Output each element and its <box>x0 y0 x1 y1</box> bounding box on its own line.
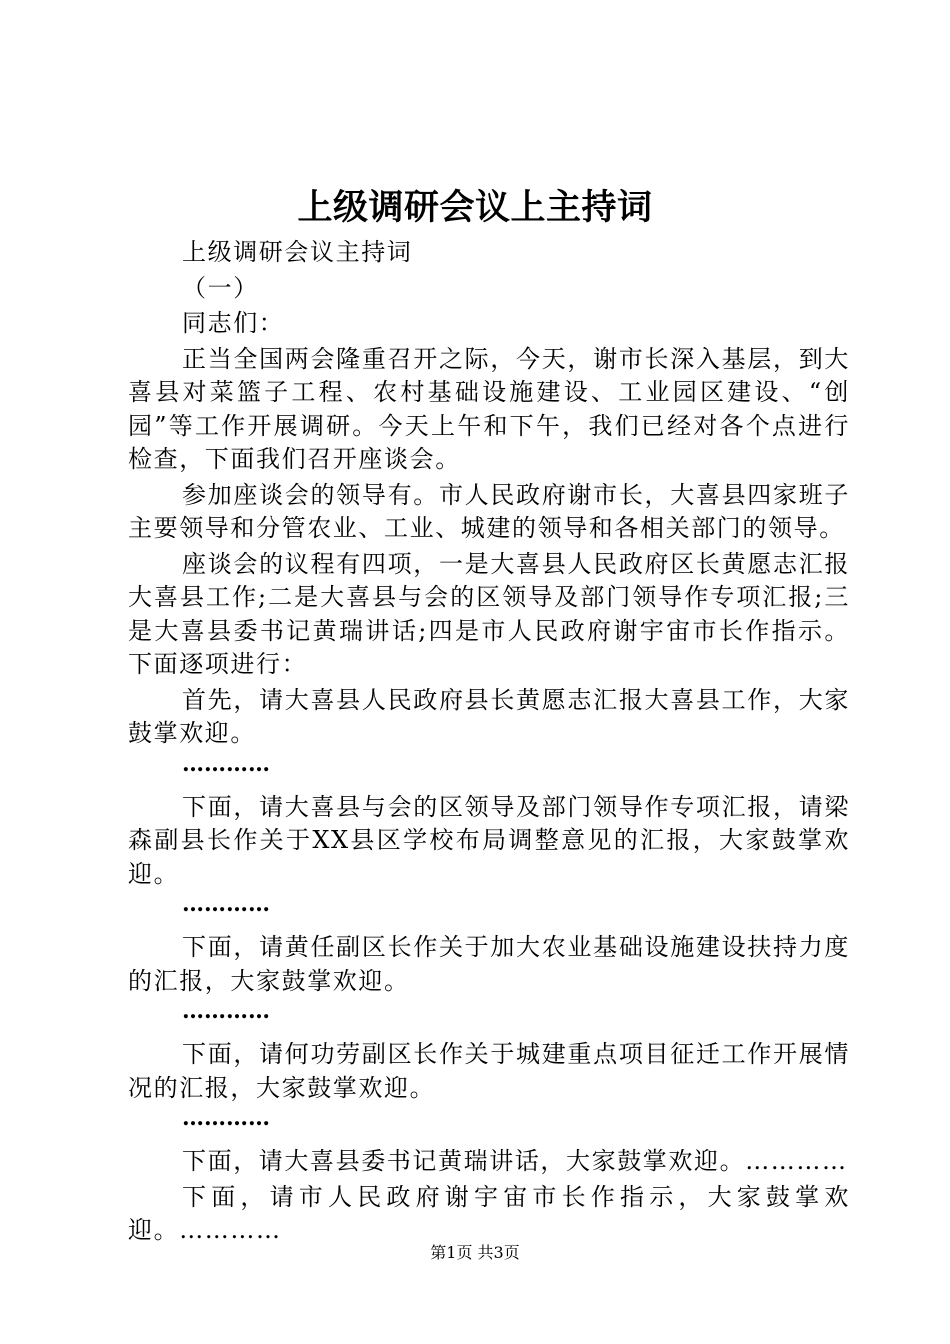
paragraph-agenda: 座谈会的议程有四项，一是大喜县人民政府区长黄愿志汇报大喜县工作;二是大喜县与会的区领导及部门领导作专项汇报;三是大喜县委书记黄瑞讲话;四是市人民政府谢宇宙市长作指示。下面逐项进行： <box>128 549 850 678</box>
paragraph-attendees: 参加座谈会的领导有。市人民政府谢市长，大喜县四家班子主要领导和分管农业、工业、城建的领导和各相关部门的领导。 <box>128 480 850 542</box>
paragraph-second-item: 下面，请大喜县与会的区领导及部门领导作专项汇报，请梁森副县长作关于XX县区学校布局调整意见的汇报，大家鼓掌欢迎。 <box>128 792 850 888</box>
paragraph-subtitle: 上级调研会议主持词 <box>182 238 413 266</box>
document-body <box>128 236 850 1250</box>
paragraph-sixth-item: 下面，请市人民政府谢宇宙市长作指示，大家鼓掌欢迎。………… <box>128 1182 850 1244</box>
paragraph-section-number: （一） <box>182 273 259 302</box>
ellipsis-separator: ………… <box>182 998 270 1024</box>
paragraph-fourth-item: 下面，请何功劳副区长作关于城建重点项目征迁工作开展情况的汇报，大家鼓掌欢迎。 <box>128 1040 850 1102</box>
paragraph-salutation: 同志们： <box>182 309 285 337</box>
page-number-footer: 第1页 共3页 <box>430 1243 520 1262</box>
paragraph-opening: 正当全国两会隆重召开之际，今天，谢市长深入基层，到大喜县对菜篮子工程、农村基础设施建设、工业园区建设、“创园”等工作开展调研。今天上午和下午，我们已经对各个点进行检查，下面我们召开座谈会。 <box>128 344 850 473</box>
paragraph-fifth-item: 下面，请大喜县委书记黄瑞讲话，大家鼓掌欢迎。………… <box>182 1147 848 1175</box>
ellipsis-separator: ………… <box>182 750 270 777</box>
paragraph-first-item: 首先，请大喜县人民政府县长黄愿志汇报大喜县工作，大家鼓掌欢迎。 <box>128 685 850 747</box>
ellipsis-separator: ………… <box>182 1105 270 1131</box>
ellipsis-separator: ………… <box>182 891 270 917</box>
paragraph-third-item: 下面，请黄任副区长作关于加大农业基础设施建设扶持力度的汇报，大家鼓掌欢迎。 <box>128 933 850 995</box>
document-title: 上级调研会议上主持词 <box>297 187 653 228</box>
